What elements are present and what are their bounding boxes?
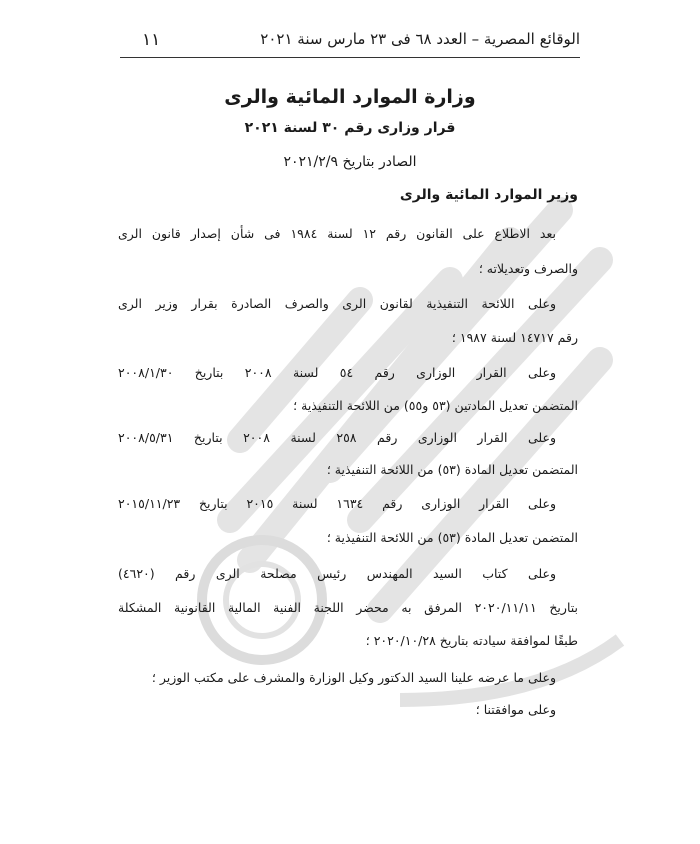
- paragraph-line: طبقًا لموافقة سيادته بتاريخ ٢٠٢٠/١٠/٢٨ ؛: [365, 633, 578, 648]
- gazette-header-title: الوقائع المصرية – العدد ٦٨ فى ٢٣ مارس سنة ٢٠٢١: [260, 30, 580, 48]
- page-number: ١١: [142, 30, 161, 50]
- paragraph-line: وعلى ما عرضه علينا السيد الدكتور وكيل الوزارة والمشرف على مكتب الوزير ؛: [151, 670, 556, 685]
- paragraph-line: المتضمن تعديل المادة (٥٣) من اللائحة التنفيذية ؛: [326, 462, 578, 477]
- paragraph-line: المتضمن تعديل المادتين (٥٣ و٥٥) من اللائحة التنفيذية ؛: [293, 398, 578, 413]
- paragraph-line: وعلى موافقتنا ؛: [475, 702, 556, 717]
- paragraph-line: وعلى اللائحة التنفيذية لقانون الرى والصرف الصادرة بقرار وزير الرى: [118, 296, 556, 311]
- paragraph-line: المتضمن تعديل المادة (٥٣) من اللائحة التنفيذية ؛: [326, 530, 578, 545]
- paragraph-line: وعلى القرار الوزارى رقم ٢٥٨ لسنة ٢٠٠٨ بتاريخ ٢٠٠٨/٥/٣١: [118, 430, 556, 445]
- paragraph-line: وعلى القرار الوزارى رقم ٥٤ لسنة ٢٠٠٨ بتاريخ ٢٠٠٨/١/٣٠: [118, 365, 556, 380]
- paragraph-line: والصرف وتعديلاته ؛: [478, 261, 578, 276]
- issue-date: الصادر بتاريخ ٢٠٢١/٢/٩: [283, 154, 417, 170]
- minister-heading: وزير الموارد المائية والرى: [399, 187, 578, 203]
- paragraph-line: وعلى القرار الوزارى رقم ١٦٣٤ لسنة ٢٠١٥ بتاريخ ٢٠١٥/١١/٢٣: [118, 496, 557, 511]
- paragraph-line: بتاريخ ٢٠٢٠/١١/١١ المرفق به محضر اللجنة الفنية المالية القانونية المشكلة: [118, 600, 579, 615]
- paragraph-line: رقم ١٤٧١٧ لسنة ١٩٨٧ ؛: [451, 330, 578, 345]
- ministry-title: وزارة الموارد المائية والرى: [224, 86, 476, 108]
- decree-title: قرار وزارى رقم ٣٠ لسنة ٢٠٢١: [244, 120, 456, 136]
- paragraph-line: بعد الاطلاع على القانون رقم ١٢ لسنة ١٩٨٤ فى شأن إصدار قانون الرى: [118, 226, 556, 241]
- header-divider: [120, 57, 580, 58]
- paragraph-line: وعلى كتاب السيد المهندس رئيس مصلحة الرى رقم (٤٦٢٠): [118, 566, 556, 581]
